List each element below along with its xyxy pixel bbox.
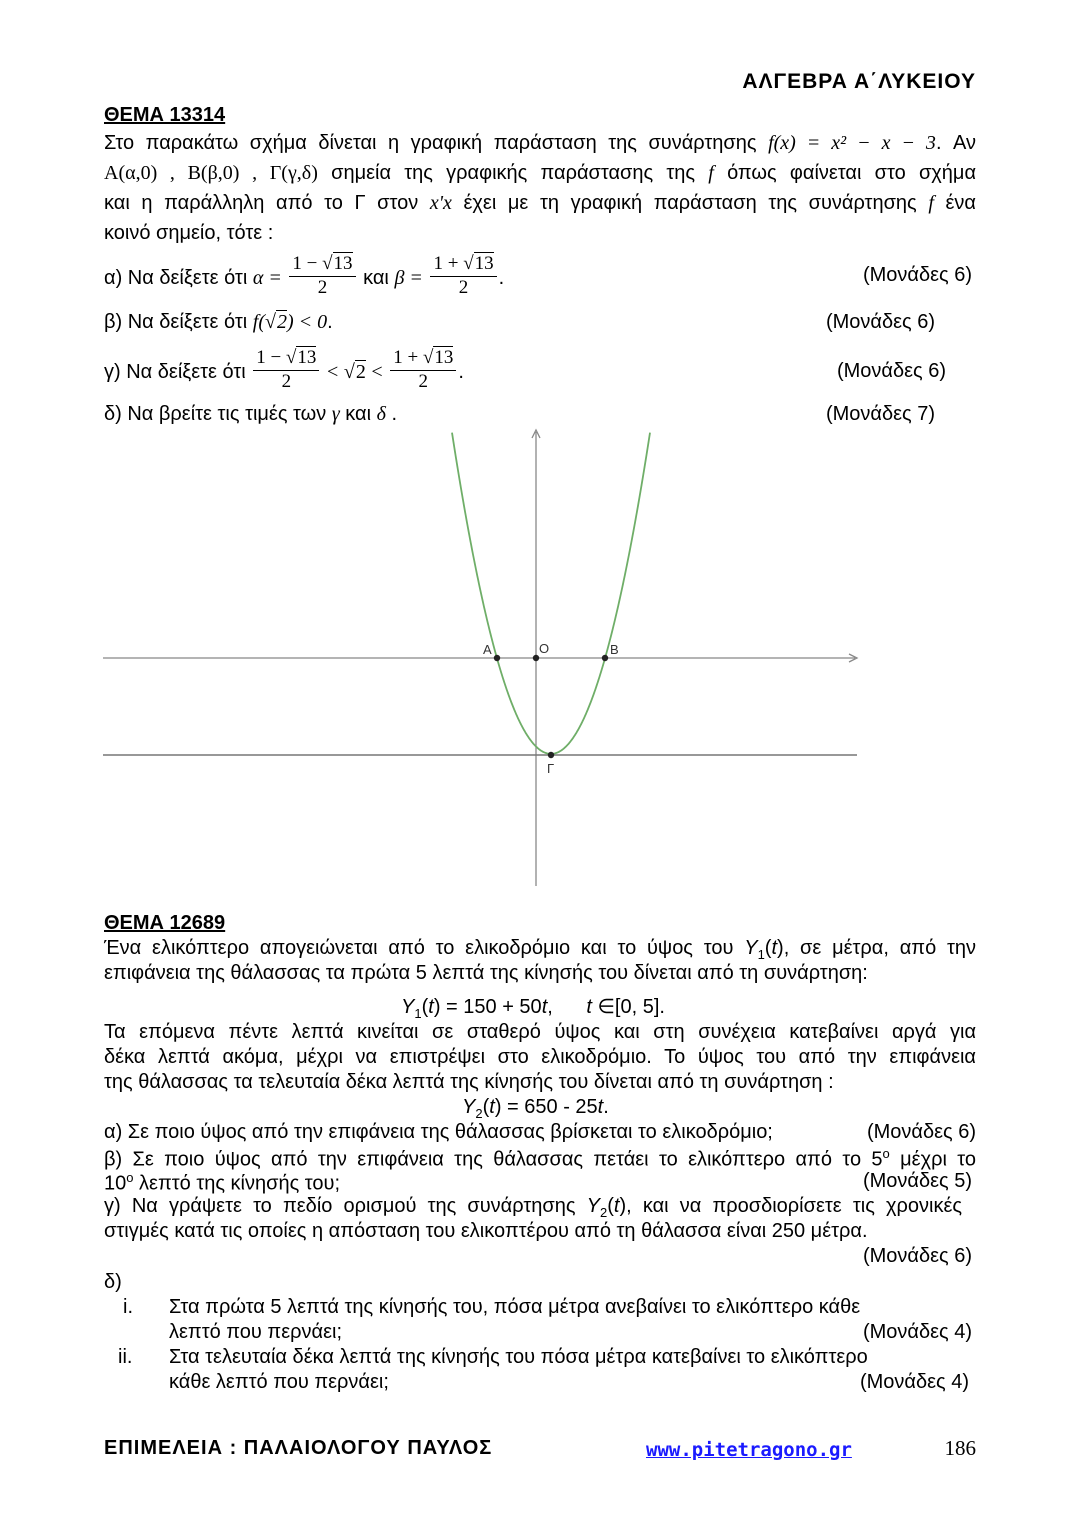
frac-num-prefix: 1 − bbox=[292, 253, 323, 275]
frac-num-prefix: 1 + bbox=[393, 347, 423, 369]
equation-Y2: $Y_2(t) = 650 - 25t$. bbox=[462, 1096, 609, 1121]
t-symbol: t bbox=[489, 1096, 495, 1118]
question-c-points: (Μονάδες 6) bbox=[836, 360, 946, 382]
question2-b-points: (Μονάδες 5) bbox=[862, 1170, 972, 1192]
p1-end: , σε μέτρα, από την bbox=[783, 937, 977, 959]
qb-end: μέχρι το bbox=[900, 1148, 976, 1171]
t-symbol: t bbox=[597, 1096, 604, 1118]
point-Gamma bbox=[548, 752, 554, 758]
qb2-number: 10 bbox=[104, 1172, 127, 1195]
delta-symbol: δ bbox=[376, 403, 386, 425]
problem2-line2: επιφάνεια της θάλασσας τα πρώτα 5 λεπτά της κίνησής του δίνεται από τη συνάρτηση: bbox=[104, 962, 868, 984]
root-13: 13 bbox=[333, 253, 353, 275]
intro-text: και η παράλληλη από το Γ στον bbox=[104, 192, 419, 214]
question2-d-i-line2: λεπτό που περνάει; bbox=[169, 1321, 342, 1343]
question2-d-ii-points: (Μονάδες 4) bbox=[859, 1371, 969, 1393]
intro-text-end: . Αν bbox=[935, 132, 977, 154]
ordinal-sup: ο bbox=[882, 1146, 890, 1161]
problem2-line5: της θάλασσας τα τελευταία δέκα λεπτά της κίνησής του δίνεται από τη συνάρτηση : bbox=[104, 1071, 834, 1093]
root-13: 13 bbox=[474, 253, 494, 275]
footer-website-link[interactable]: www.pitetragono.gr bbox=[646, 1439, 852, 1461]
axis-symbol: x'x bbox=[429, 192, 452, 214]
t-symbol: t bbox=[586, 996, 592, 1018]
question2-d-i-points: (Μονάδες 4) bbox=[862, 1321, 972, 1343]
eq1-domain: ∈[0, 5]. bbox=[597, 996, 665, 1018]
qc1-end: , και να προσδιορίσετε τις χρονικές bbox=[626, 1195, 962, 1217]
frac-num-prefix: 1 − bbox=[256, 347, 286, 369]
question2-c-line2: στιγμές κατά τις οποίες η απόσταση του ελικοπτέρου από τη θάλασσα είναι 250 μέτρα. bbox=[104, 1220, 868, 1242]
intro-text: Στο παρακάτω σχήμα δίνεται η γραφική παράσταση της συνάρτησης bbox=[104, 132, 757, 154]
and-word: και bbox=[345, 403, 372, 425]
question-d: δ) Να βρείτε τις τιμές των γ και δ . bbox=[104, 403, 398, 425]
points-formula: Α(α,0) , Β(β,0) , Γ(γ,δ) bbox=[104, 162, 318, 184]
qb-text: β) Σε ποιο ύψος από την επιφάνεια της θάλασσας πετάει το ελικόπτερο από το 5 bbox=[104, 1148, 883, 1171]
question2-a: α) Σε ποιο ύψος από την επιφάνεια της θάλασσας βρίσκεται το ελικοδρόμιο; bbox=[104, 1121, 773, 1143]
f-symbol: f bbox=[928, 192, 934, 214]
root-13: 13 bbox=[434, 347, 454, 369]
root-13: 13 bbox=[297, 347, 317, 369]
b-formula: f(√2) < 0 bbox=[252, 311, 328, 333]
question2-a-points: (Μονάδες 6) bbox=[866, 1121, 976, 1143]
footer-author: ΕΠΙΜΕΛΕΙΑ : ΠΑΛΑΙΟΛΟΓΟΥ ΠΑΥΛΟΣ bbox=[104, 1437, 493, 1459]
ordinal-sup: ο bbox=[126, 1170, 134, 1185]
b-open: f( bbox=[252, 311, 265, 333]
intro-text-end: όπως φαίνεται στο σχήμα bbox=[727, 162, 977, 184]
question-a-label: α) Να δείξετε ότι bbox=[104, 267, 248, 289]
sub-2: 2 bbox=[475, 1106, 483, 1121]
label-A: Α bbox=[483, 642, 492, 657]
question-a: α) Να δείξετε ότι α = $\frac{1 - √13}{2}$ και β = $\frac{1 + √13}{2}$ . bbox=[104, 253, 505, 299]
intro-text-end2: ένα bbox=[945, 192, 976, 214]
intro-text: σημεία της γραφικής παράστασης της bbox=[331, 162, 696, 184]
question-d-points: (Μονάδες 7) bbox=[825, 403, 935, 425]
problem2-line3: Τα επόμενα πέντε λεπτά κινείται σε σταθερό ύψος και στη συνέχεια κατεβαίνει αργά για bbox=[104, 1021, 976, 1043]
label-O: Ο bbox=[539, 641, 550, 656]
fraction-beta: $\frac{1 + √13}{2}$ bbox=[430, 252, 496, 299]
frac-den: 2 bbox=[418, 371, 429, 393]
beta-eq: β = bbox=[394, 267, 423, 289]
question2-b-line1 bbox=[104, 1146, 976, 1172]
problem1-intro-line4: κοινό σημείο, τότε : bbox=[104, 222, 274, 244]
t-symbol: t bbox=[428, 996, 434, 1018]
function-formula: f(x) = x² − x − 3 bbox=[768, 132, 936, 154]
point-B bbox=[602, 655, 608, 661]
fraction-c-right: $\frac{1 + √13}{2}$ bbox=[390, 346, 456, 393]
question2-c-points: (Μονάδες 6) bbox=[862, 1245, 972, 1267]
Y-symbol: Y bbox=[586, 1195, 600, 1217]
question2-d-ii-number: ii. bbox=[118, 1346, 133, 1368]
f-symbol: f bbox=[708, 162, 714, 184]
page-number: 186 bbox=[944, 1436, 976, 1460]
label-B: Β bbox=[610, 642, 619, 657]
eq2-rhs: = 650 - 25 bbox=[507, 1096, 598, 1118]
question-b-points: (Μονάδες 6) bbox=[825, 311, 935, 333]
question2-d-i-number: i. bbox=[123, 1296, 133, 1318]
eq1-rhs: = 150 + 50 bbox=[446, 996, 542, 1018]
question-a-points: (Μονάδες 6) bbox=[862, 264, 972, 286]
sub-2: 2 bbox=[599, 1205, 608, 1220]
and-word: και bbox=[363, 267, 389, 289]
root-2: 2 bbox=[355, 361, 366, 383]
intro-text-end: έχει με τη γραφική παράσταση της συνάρτησης bbox=[463, 192, 917, 214]
equation-Y1: $Y_1(t) = 150 + 50t$, t ∈[0, 5]. bbox=[401, 996, 665, 1021]
problem2-line1: Ένα ελικόπτερο απογειώνεται από το ελικοδρόμιο και το ύψος του $Y_1(t)$, σε μέτρα, από την bbox=[104, 937, 977, 962]
t-symbol: t bbox=[613, 1195, 620, 1217]
b-close: ) < 0 bbox=[286, 311, 328, 333]
frac-den: 2 bbox=[317, 277, 328, 299]
question2-d-i-line1: Στα πρώτα 5 λεπτά της κίνησής του, πόσα μέτρα ανεβαίνει το ελικόπτερο κάθε bbox=[169, 1296, 861, 1318]
t-symbol: t bbox=[771, 937, 778, 959]
sub-1: 1 bbox=[757, 947, 765, 962]
less-than: < bbox=[371, 361, 383, 383]
fraction-alpha: $\frac{1 - √13}{2}$ bbox=[289, 252, 355, 299]
question2-b-line2 bbox=[104, 1170, 340, 1196]
qc1-text: γ) Να γράψετε το πεδίο ορισμού της συνάρτησης bbox=[104, 1195, 576, 1217]
fraction-c-left: $\frac{1 - √13}{2}$ bbox=[253, 346, 319, 393]
frac-den: 2 bbox=[281, 371, 292, 393]
label-Gamma: Γ bbox=[547, 761, 555, 776]
less-than: < bbox=[326, 361, 339, 383]
problem1-heading: ΘΕΜΑ 13314 bbox=[104, 104, 226, 126]
problem2-heading: ΘΕΜΑ 12689 bbox=[104, 912, 226, 934]
root-2: 2 bbox=[276, 311, 287, 333]
p1-text: Ένα ελικόπτερο απογειώνεται από το ελικοδρόμιο και το ύψος του bbox=[104, 937, 734, 959]
question2-c-line1: γ) Να γράψετε το πεδίο ορισμού της συνάρτησης $Y_2(t)$, και να προσδιορίσετε τις χρονικές bbox=[104, 1195, 962, 1220]
frac-den: 2 bbox=[458, 277, 469, 299]
page-header-title: ΑΛΓΕΒΡΑ Α΄ΛΥΚΕΙΟΥ bbox=[742, 70, 976, 93]
question-b: β) Να δείξετε ότι f(√2) < 0. bbox=[104, 311, 333, 333]
Y-symbol: Y bbox=[401, 996, 415, 1018]
t-symbol: t bbox=[541, 996, 548, 1018]
question-d-label: δ) Να βρείτε τις τιμές των bbox=[104, 403, 327, 425]
parabola-curve bbox=[452, 433, 650, 754]
frac-num-prefix: 1 + bbox=[433, 253, 464, 275]
alpha-eq: α = bbox=[252, 267, 282, 289]
question2-d-label: δ) bbox=[104, 1271, 122, 1293]
question-b-label: β) Να δείξετε ότι bbox=[104, 311, 248, 333]
sqrt-2: √2 bbox=[343, 361, 366, 383]
question2-d-ii-line2: κάθε λεπτό που περνάει; bbox=[169, 1371, 389, 1393]
Y-symbol: Y bbox=[462, 1096, 476, 1118]
point-A bbox=[494, 655, 500, 661]
problem2-line4: δέκα λεπτά ακόμα, μέχρι να επιστρέψει στο ελικοδρόμιο. Το ύψος του από την επιφάνεια bbox=[104, 1046, 976, 1068]
question2-d-ii-line1: Στα τελευταία δέκα λεπτά της κίνησής του πόσα μέτρα κατεβαίνει το ελικόπτερο bbox=[169, 1346, 868, 1368]
qb2-text: λεπτό της κίνησής του; bbox=[139, 1172, 341, 1195]
Y-symbol: Y bbox=[744, 937, 758, 959]
gamma-symbol: γ bbox=[331, 403, 340, 425]
question-c: γ) Να δείξετε ότι $\frac{1 - √13}{2}$ < √2 < $\frac{1 + √13}{2}$ . bbox=[104, 347, 464, 393]
question-c-label: γ) Να δείξετε ότι bbox=[104, 361, 246, 383]
sub-1: 1 bbox=[414, 1006, 422, 1021]
